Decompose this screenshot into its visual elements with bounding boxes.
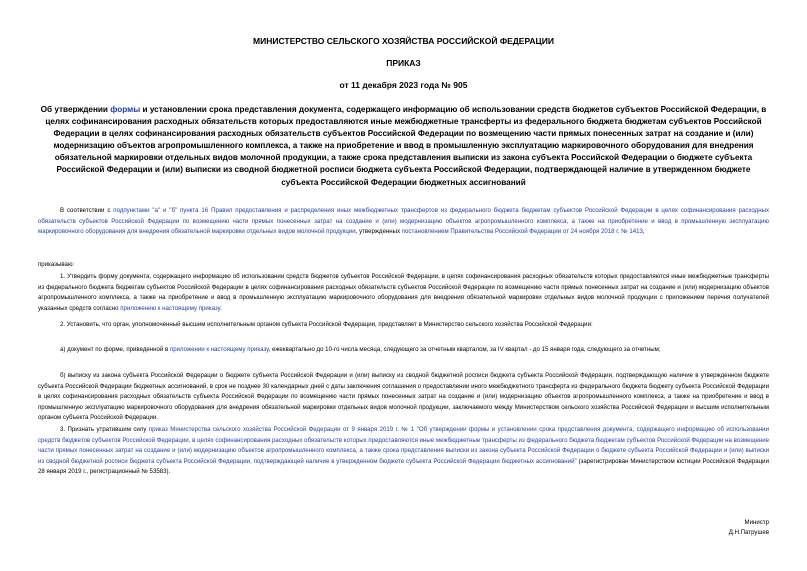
item-2: 2. Установить, что орган, уполномоченный высшим исполнительным органом субъекта Российской Федерации, представляет в Министерство сельского хозяйства Российской Федерации:: [60, 321, 593, 328]
prikazyvayu-text: приказываю:: [38, 261, 75, 268]
intro-text-middle: , утвержденных: [355, 228, 402, 236]
document-heading: [38, 104, 769, 189]
item-2a-end: , ежеквартально до 10-го числа месяца, следующего за отчетным кварталом, за IV квартал - до 15 января года, следующего за отчетным;: [268, 346, 661, 353]
signature-position: Министр: [744, 519, 769, 526]
ministry-title: МИНИСТЕРСТВО СЕЛЬСКОГО ХОЗЯЙСТВА РОССИЙСКОЙ ФЕДЕРАЦИИ: [253, 36, 554, 46]
heading-form-link[interactable]: формы: [110, 105, 141, 114]
item-1-text: 1. Утвердить форму документа, содержащего информацию об использовании средств бюджетов субъектов Российской Федерации, в целях софинансирования расходных обязательств которых предоставляются иные межбюджетные трансферты из федерального бюджета бюджетам субъектов Российской Федерации в целях софинансирования расходных обязательств субъектов Российской Федерации по возмещению части прямых понесенных затрат на создание и (или) модернизацию объектов агропромышленного комплекса, а также на приобретение и ввод в промышленную эксплуатацию маркировочного оборудования для внедрения обязательной маркировки отдельных видов молочной продукции с приложением перечня получателей указанных средств согласно: [38, 273, 769, 312]
repealed-order-link[interactable]: приказ Министерства сельского хозяйства Российской Федерации от 9 января 2019 г. № 1 "Об утверждении формы и установлении срока представления документа, содержащего информацию об использовании средств бюджетов субъектов Российской Федерации, в целях софинансирования расходных обязательств которых предоставляются иные межбюджетные трансферты из федерального бюджета бюджетам субъектов Российской Федерации на возмещение части прямых понесенных затрат на создание и (или) модернизацию объектов агропромышленного комплекса, а также срока представления выписки из закона субъекта Российской Федерации о бюджете субъекта Российской Федерации и (или) выписки из сводной бюджетной росписи бюджета субъекта Российской Федерации, подтверждающей наличие в утвержденном бюджете субъекта Российской Федерации бюджетных ассигнований": [38, 426, 769, 465]
heading-text-rest: и установлении срока представления документа, содержащего информацию об использовании средств бюджетов субъектов Российской Федерации, в целях софинансирования расходных обязательств которых предоставляются иные межбюджетные трансферты из федерального бюджета бюджетам субъектов Российской Федерации в целях софинансирования расходных обязательств субъектов Российской Федерации по возмещению части прямых понесенных затрат на создание и (или) модернизацию объектов агропромышленного комплекса, а также на приобретение и ввод в промышленную эксплуатацию маркировочного оборудования для внедрения обязательной маркировки отдельных видов молочной продукции, а также срока представления выписки из закона субъекта Российской Федерации о бюджете субъекта Российской Федерации и (или) выписки из сводной бюджетной росписи бюджета субъекта Российской Федерации, подтверждающей наличие в утвержденном бюджете субъекта Российской Федерации бюджетных ассигнований: [45, 105, 767, 187]
item-2a-text: а) документ по форме, приведенной в: [60, 346, 170, 353]
item-3: [38, 425, 769, 478]
item-2b: б) выписку из закона субъекта Российской Федерации о бюджете субъекта Российской Федерации и (или) выписку из сводной бюджетной росписи бюджета субъекта Российской Федерации, подтверждающую наличие в утвержденном бюджете субъекта Российской Федерации бюджетных ассигнований, в срок не позднее 30 календарных дней с даты заключения соглашения о предоставлении иного межбюджетного трансферта из федерального бюджета бюджету субъекта Российской Федерации в целях софинансирования расходных обязательств субъекта Российской Федерации по возмещению части прямых понесенных затрат на создание и (или) модернизацию объектов агропромышленного комплекса, а также на приобретение и ввод в промышленную эксплуатацию маркировочного оборудования для внедрения обязательной маркировки отдельных видов молочной продукции, заключаемого между Министерством сельского хозяйства Российской Федерации и высшим исполнительным органом субъекта Российской Федерации.: [38, 372, 769, 422]
rules-link[interactable]: подпунктами "а" и "б" пункта 16 Правил предоставления и распределения иных межбюджетных трансфертов из федерального бюджета бюджетам субъектов Российской Федерации в целях софинансирования расходных обязательств субъектов Российской Федерации по возмещению части прямых понесенных затрат на создание и (или) модернизацию объектов агропромышленного комплекса, а также на приобретение и ввод в промышленную эксплуатацию маркировочного оборудования для внедрения обязательной маркировки отдельных видов молочной продукции: [38, 207, 769, 236]
item-1-end: .: [220, 304, 222, 312]
heading-text-start: Об утверждении: [40, 105, 111, 114]
document-type: ПРИКАЗ: [386, 58, 421, 68]
item-3-end: (зарегистрирован Министерством юстиции Российской Федерации 28 января 2019 г., регистрационный № 53583).: [38, 457, 769, 476]
appendix-link[interactable]: приложению к настоящему приказу: [120, 304, 221, 312]
signature-name: Д.Н.Патрушев: [728, 529, 769, 536]
item-1: [38, 272, 769, 314]
document-date-number: от 11 декабря 2023 года № 905: [339, 80, 468, 90]
appendix-link-2[interactable]: приложении к настоящему приказу: [169, 346, 269, 353]
intro-paragraph: [38, 206, 769, 238]
intro-text-end: ,: [642, 228, 645, 236]
item-2a: [38, 345, 769, 356]
government-decree-link[interactable]: постановлением Правительства Российской Федерации от 24 ноября 2018 г. № 1413: [401, 228, 643, 236]
item-3-text: 3. Признать утратившим силу: [60, 426, 149, 433]
intro-text-start: В соответствии с: [60, 207, 114, 214]
